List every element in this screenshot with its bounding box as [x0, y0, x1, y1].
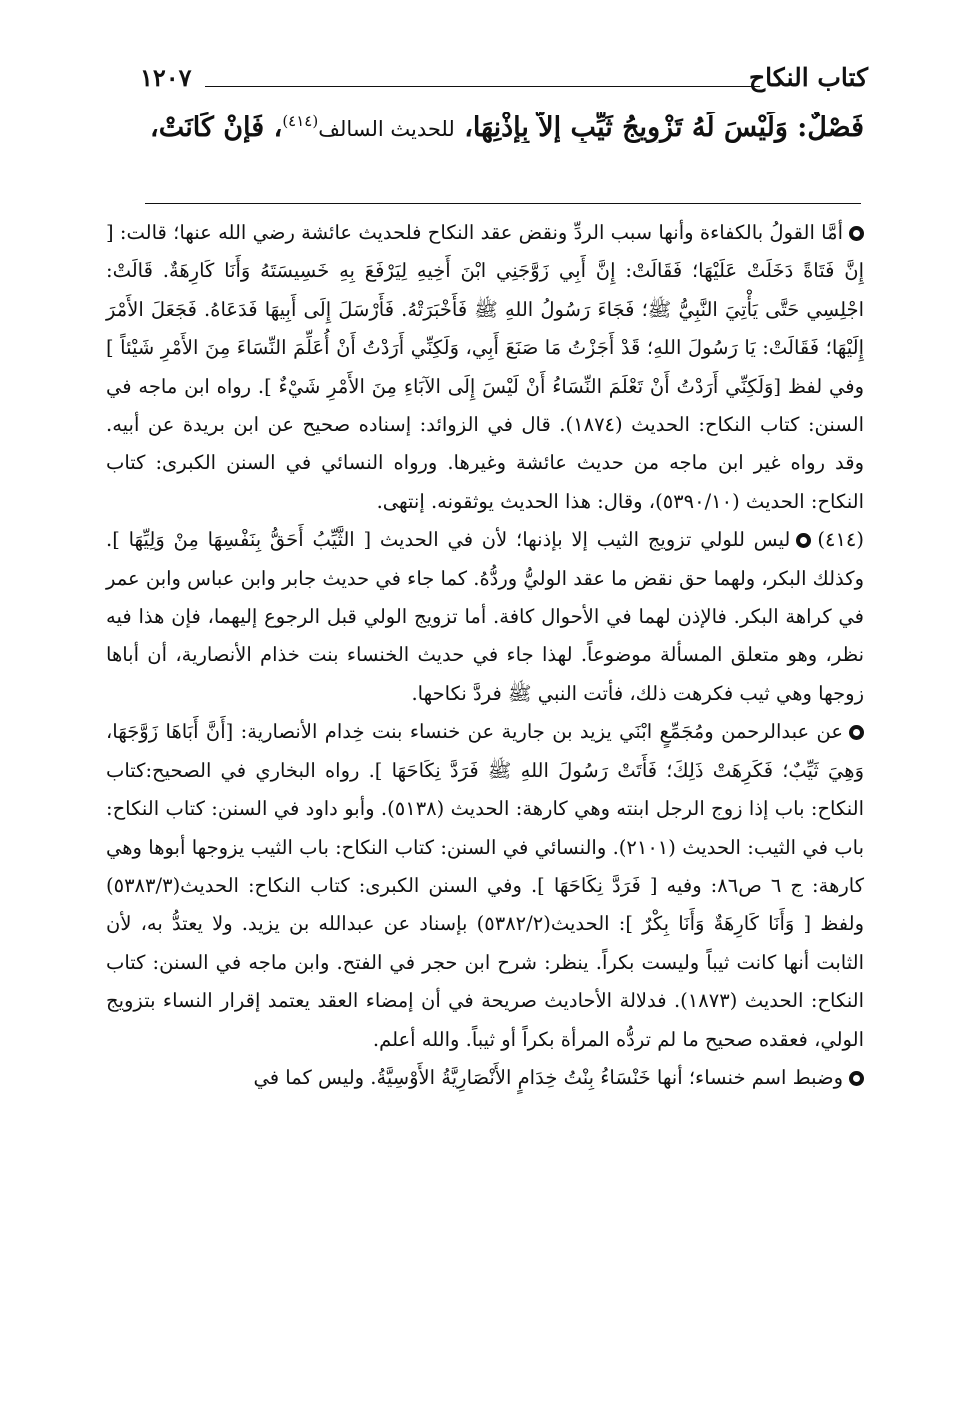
footnote-separator [145, 203, 861, 204]
footnote-text: عن عبدالرحمن ومُجَمِّعٍ ابْنَي يزيد بن جارية عن خنساء بنت خِدام الأنصارية: [أَنَّ أَبَاهَا زَوَّجَهَا، وَهِيَ ثَيِّبٌ؛ فَكَرِهَتْ ذَلِكَ؛ فَأَتَتْ رَسُولَ اللهِ ﷺ فَرَدَّ نِكَاحَهَا ]. رواه البخاري في الصحيح:كتاب النكاح: باب إذا زوج الرجل ابنته وهي كارهة: الحديث (٥١٣٨). وأبو داود في السنن: كتاب النكاح: باب في الثيب: الحديث (٢١٠١). والنسائي في السنن: كتاب النكاح: باب الثيب يزوجها أبوها وهي كارهة: ج ٦ ص٨٦: وفيه [ فَرَدَّ نِكَاحَهَا ]. وفي السنن الكبرى: كتاب النكاح: الحديث(٥٣٨٣/٣) ولفظ [ وَأَنَا كَارِهَةٌ وَأَنَا بِكْرٌ ]: الحديث(٥٣٨٢/٢) بإسناد عن عبدالله بن يزيد. ولا يعتدُّ به، لأن الثابت أنها كانت ثيباً وليست بكراً. ينظر: شرح ابن حجر في الفتح. وابن ماجه في السنن: كتاب النكاح: الحديث (١٨٧٣). فدلالة الأحاديث صريحة في أن إمضاء العقد يعتمد إقرار النساء بتزويج الولي، فعقده صحيح ما لم تردُّه المرأة بكراً أو ثيباً. والله أعلم. [106, 720, 865, 1051]
bullet-icon [796, 533, 811, 548]
footnotes [106, 214, 864, 1097]
bullet-icon [849, 226, 864, 241]
section-ref-text: للحديث السالف [318, 117, 455, 141]
footnote-text: ليس للولي تزويج الثيب إلا بإذنها؛ لأن في الحديث [ الثَّيِّبُ أَحَقُّ بِنَفْسِهَا مِنْ وَلِيِّهَا ]. وكذلك البكر، ولهما حق نقض ما عقد الوليُّ وردُّهُ. كما جاء في حديث جابر وابن عباس وابن عمر في كراهة البكر. فالإذن لهما في الأحوال كافة. أما تزويج الولي قبل الرجوع إليهما، فإن هذا فيه نظر، وهو متعلق المسألة موضوعاً. لهذا جاء في حديث الخنساء بنت خذام الأنصارية، أن أباها زوجها وهي ثيب فكرهت ذلك، فأتت النبي ﷺ فردَّ نكاحها. [106, 528, 864, 705]
bullet-icon [849, 1071, 864, 1086]
section-heading [104, 112, 864, 143]
header-rule [205, 86, 760, 87]
footnote-ref: (٤١٤) [282, 112, 319, 130]
footnote-text: وضبط اسم خنساء؛ أنها خَنْسَاءُ بِنْتُ خِدَامٍ الأَنْصَارِيَّةُ الأَوْسِيَّةُ. وليس كما في [253, 1065, 843, 1089]
page-number: ١٢٠٧ [140, 63, 192, 92]
footnote-text: أمَّا القولُ بالكفاءة وأنها سبب الردِّ ونقض عقد النكاح فلحديث عائشة رضي الله عنها؛ قالت: [ إِنَّ فَتَاةً دَخَلَتْ عَلَيْهَا؛ فَقَالَتْ: إِنَّ أَبِي زَوَّجَنِي ابْنَ أَخِيهِ لِيَرْفَعَ بِهِ خَسِيسَتَهُ وَأَنَا كَارِهَةٌ. قَالَتْ: اجْلِسِي حَتَّى يَأْتِيَ النَّبِيُّ ﷺ؛ فَجَاءَ رَسُولُ اللهِ ﷺ فَأَخْبَرَتْهُ. فَأَرْسَلَ إِلَى أَبِيهَا فَدَعَاهُ. فَجَعَلَ الأَمْرَ إِلَيْهَا؛ فَقَالَتْ: يَا رَسُولَ اللهِ؛ قَدْ أَجَزْتُ مَا صَنَعَ أَبِي، وَلَكِنِّي أَرَدْتُ أَنْ أُعَلِّمَ النِّسَاءَ مِنَ الأَمْرِ شَيْئاً ] وفي لفظ [وَلَكِنِّي أَرَدْتُ أَنْ تَعْلَمَ النِّسَاءُ أَنْ لَيْسَ إِلَى الآبَاءِ مِنَ الأَمْرِ شَيْءٌ ]. رواه ابن ماجه في السنن: كتاب النكاح: الحديث (١٨٧٤). قال في الزوائد: إسناده صحيح عن ابن بريدة عن أبيه. وقد رواه غير ابن ماجه من حديث عائشة وغيرها. ورواه النسائي في السنن الكبرى: كتاب النكاح: الحديث (٥٣٩٠/١٠)، وقال: هذا الحديث يوثقونه. إنتهى. [106, 221, 864, 513]
footnote-number: (٤١٤) [817, 528, 864, 552]
footnote-paragraph [106, 214, 864, 521]
book-title: كتاب النكاح [749, 63, 868, 92]
section-lead: فَصْلٌ: وَلَيْسَ لَهُ تَزْوِيجُ ثَيِّبٍ إِلاَّ بِإِذْنِهَا، [464, 112, 864, 143]
section-tail: ، فَإِنْ كَانَتْ، [150, 112, 283, 143]
footnote-paragraph [106, 713, 864, 1059]
bullet-icon [849, 725, 864, 740]
footnote-paragraph [106, 1059, 864, 1097]
footnote-paragraph [106, 521, 864, 713]
